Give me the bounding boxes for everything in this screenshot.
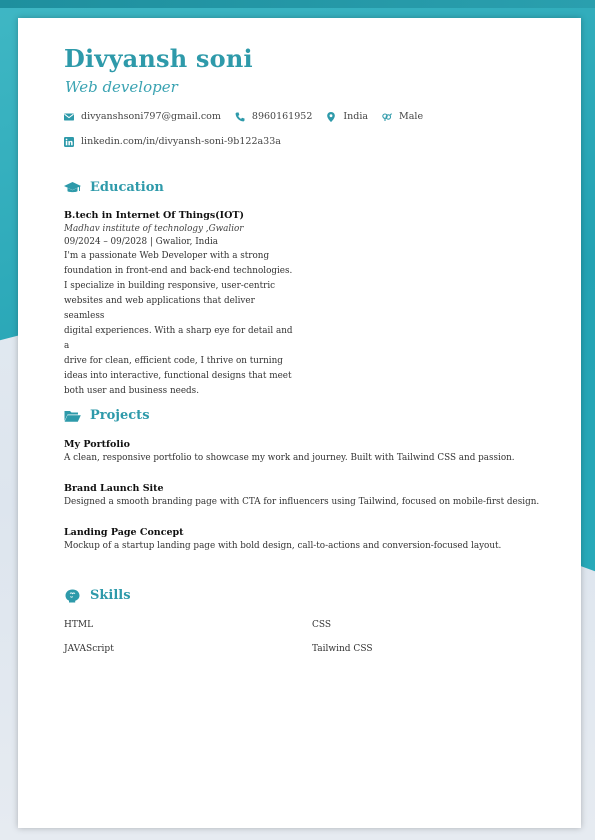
resume-sheet bbox=[18, 18, 581, 828]
skill-item: Tailwind CSS bbox=[312, 644, 373, 654]
envelope-icon bbox=[64, 112, 74, 122]
education-dates: 09/2024 – 09/2028 | Gwalior, India bbox=[64, 237, 219, 247]
contact-linkedin[interactable] bbox=[64, 136, 281, 147]
project-description: Designed a smooth branding page with CTA for influencers using Tailwind, focused on mobile-first design. bbox=[64, 497, 540, 507]
projects-heading bbox=[64, 408, 150, 423]
map-pin-icon bbox=[326, 112, 336, 122]
summary-line: both user and business needs. bbox=[64, 386, 199, 396]
summary-line: websites and web applications that deliver seamless bbox=[64, 296, 255, 321]
skill-item: CSS bbox=[312, 620, 332, 630]
project-item bbox=[64, 439, 515, 463]
candidate-name: Divyansh soni bbox=[64, 44, 253, 73]
candidate-role: Web developer bbox=[65, 78, 178, 96]
linkedin-icon bbox=[64, 137, 74, 147]
top-strip bbox=[0, 0, 595, 8]
education-heading bbox=[64, 180, 164, 195]
skill-item: JAVAScript bbox=[64, 644, 114, 654]
skills-heading-text: Skills bbox=[90, 588, 131, 603]
phone-text: 8960161952 bbox=[251, 111, 313, 122]
phone-icon bbox=[235, 112, 245, 122]
projects-heading-text: Projects bbox=[90, 408, 150, 423]
project-item bbox=[64, 527, 501, 551]
education-entry bbox=[64, 210, 296, 399]
email-text: divyanshsoni797@gmail.com bbox=[81, 111, 221, 122]
gender-icon bbox=[382, 112, 392, 122]
summary-line: foundation in front-end and back-end technologies. bbox=[64, 266, 293, 276]
degree-title: B.tech in Internet Of Things(IOT) bbox=[64, 210, 244, 221]
education-heading-text: Education bbox=[90, 180, 164, 195]
project-description: A clean, responsive portfolio to showcase my work and journey. Built with Tailwind CSS and passion. bbox=[64, 453, 515, 463]
summary-line: I specialize in building responsive, user-centric bbox=[64, 281, 276, 291]
gender-text: Male bbox=[399, 111, 424, 122]
project-description: Mockup of a startup landing page with bold design, call-to-actions and conversion-focused layout. bbox=[64, 541, 502, 551]
skill-item: HTML bbox=[64, 620, 94, 630]
contact-email[interactable] bbox=[64, 111, 221, 122]
project-title: Brand Launch Site bbox=[64, 483, 164, 494]
brain-icon bbox=[64, 589, 81, 603]
summary-line: I'm a passionate Web Developer with a strong bbox=[64, 251, 270, 261]
linkedin-text: linkedin.com/in/divyansh-soni-9b122a33a bbox=[81, 136, 281, 147]
project-title: Landing Page Concept bbox=[64, 527, 184, 538]
contact-row-linkedin bbox=[64, 136, 295, 147]
summary-line: digital experiences. With a sharp eye for detail and a bbox=[64, 326, 293, 351]
contact-gender bbox=[382, 111, 423, 122]
skills-heading bbox=[64, 588, 131, 603]
location-text: India bbox=[343, 111, 369, 122]
project-item bbox=[64, 483, 539, 507]
folder-open-icon bbox=[64, 409, 81, 423]
contact-location bbox=[326, 111, 368, 122]
graduation-cap-icon bbox=[64, 181, 81, 195]
contact-row bbox=[64, 111, 437, 122]
project-title: My Portfolio bbox=[64, 439, 130, 450]
summary-line: ideas into interactive, functional designs that meet bbox=[64, 371, 292, 381]
institute-name: Madhav institute of technology ,Gwalior bbox=[64, 224, 244, 234]
summary-line: drive for clean, efficient code, I thrive on turning bbox=[64, 356, 283, 366]
contact-phone[interactable] bbox=[235, 111, 312, 122]
education-summary bbox=[64, 249, 296, 399]
